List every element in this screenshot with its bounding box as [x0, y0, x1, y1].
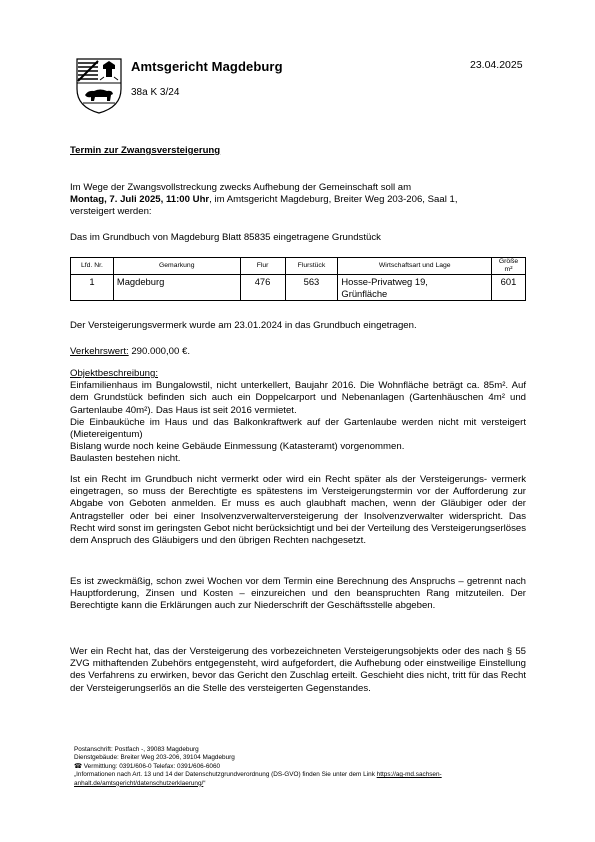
- intro-line-1: Im Wege der Zwangsvollstreckung zwecks Aufhebung der Gemeinschaft soll am: [70, 182, 412, 193]
- intro-location: , im Amtsgericht Magdeburg, Breiter Weg 203-206, Saal 1,: [209, 194, 458, 206]
- description-line: Einfamilienhaus im Bungalowstil, nicht unterkellert, Baujahr 2016. Die Wohnfläche beträgt ca. 85m². Auf dem Grundstück befinden sich auch ein Doppelcarport und Nebenanlagen (Gartenhäuschen 4m² und Gartenlaube 40m²). Das Haus ist seit 2016 vermietet.: [70, 380, 526, 416]
- table-row: [71, 275, 526, 301]
- file-number: 38a K 3/24: [131, 87, 180, 98]
- table-header: Gemarkung: [113, 258, 240, 275]
- description-heading: Objektbeschreibung:: [70, 368, 158, 379]
- cell-groesse: 601: [492, 275, 526, 301]
- table-header: Größe m²: [492, 258, 526, 275]
- description-line: Die Einbauküche im Haus und das Balkonkraftwerk auf der Gartenlaube werden nicht mit versteigert (Mietereigentum): [70, 416, 526, 441]
- footer-building: Dienstgebäude: Breiter Weg 203-206, 39104 Magdeburg: [74, 754, 235, 762]
- market-value-label: Verkehrswert:: [70, 346, 129, 357]
- cell-gemarkung: Magdeburg: [113, 275, 240, 301]
- table-header: Flur: [240, 258, 285, 275]
- opposing-rights-paragraph: Wer ein Recht hat, das der Versteigerung des vorbezeichneten Versteigerungsobjekts oder des nach § 55 ZVG mithaftenden Zubehörs entgegensteht, wird aufgefordert, die Aufhebung oder einstweilige Einstellung des Verfahrens zu erwirken, bevor das Gericht den Zuschlag erteilt. Geschieht dies nicht, tritt für das Recht der Versteigerungserlös an die Stelle des versteigerten Gegenstandes.: [70, 646, 526, 694]
- footer-privacy: [74, 771, 526, 779]
- privacy-link-continued[interactable]: anhalt.de/amtsgericht/datenschutzerklaerung/: [74, 779, 204, 787]
- table-header: Flurstück: [285, 258, 338, 275]
- calculation-paragraph: Es ist zweckmäßig, schon zwei Wochen vor dem Termin eine Berechnung des Anspruchs – getrennt nach Hauptforderung, Zinsen und Kosten – einzureichen und den beanspruchten Rang mitzuteilen. Der Berechtigte kann die Erklärungen auch zur Niederschrift der Geschäftsstelle abgeben.: [70, 576, 526, 612]
- cell-lage: [338, 275, 492, 301]
- property-table: [70, 257, 526, 301]
- vermerk-text: Der Versteigerungsvermerk wurde am 23.01.2024 in das Grundbuch eingetragen.: [70, 320, 417, 331]
- table-header-row: [71, 258, 526, 275]
- table-header: Wirtschaftsart und Lage: [338, 258, 492, 275]
- object-description: [70, 368, 526, 466]
- description-line: Bislang wurde noch keine Gebäude Einmessung (Katasteramt) vorgenommen.: [70, 441, 405, 453]
- table-header: Lfd. Nr.: [71, 258, 114, 275]
- lage-line-2: Grünfläche: [341, 287, 388, 299]
- footer: [74, 746, 526, 788]
- privacy-link[interactable]: https://ag-md.sachsen-: [376, 771, 442, 779]
- footer-privacy-end: “: [203, 779, 206, 787]
- intro-paragraph: [70, 182, 526, 219]
- footer-privacy-2: [74, 780, 526, 788]
- coat-of-arms-icon: [74, 57, 124, 115]
- notice-title: Termin zur Zwangsversteigerung: [70, 145, 221, 156]
- cell-flurstueck: 563: [285, 275, 338, 301]
- footer-postal: Postanschrift: Postfach -, 39083 Magdeburg: [74, 746, 199, 753]
- rights-paragraph: Ist ein Recht im Grundbuch nicht vermerkt oder wird ein Recht später als der Versteigerungs- vermerk eingetragen, so muss der Berechtigte es spätestens im Versteigerungstermin vor der Aufforderung zur Abgabe von Geboten anmelden. Er muss es auch glaubhaft machen, wenn der Gläubiger oder der Antragsteller oder bei einer Insolvenzverwalterversteigerung der Insolvenzverwalter widerspricht. Das Recht wird sonst im geringsten Gebot nicht berücksichtigt und bei der Verteilung des Versteigerungserlöses dem Anspruch des Gläubigers und den übrigen Rechten nachgesetzt.: [70, 474, 526, 547]
- auction-date: Montag, 7. Juli 2025, 11:00 Uhr: [70, 194, 210, 206]
- lage-line-1: Hosse-Privatweg 19,: [341, 276, 428, 287]
- footer-privacy-text: „Informationen nach Art. 13 und 14 der Datenschutzgrundverordnung (DS-GVO) finden Sie unter dem Link: [74, 771, 377, 779]
- intro-line-3: versteigert werden:: [70, 206, 152, 218]
- description-line: Baulasten bestehen nicht.: [70, 453, 181, 465]
- cell-nr: 1: [71, 275, 114, 301]
- footer-phone: ☎ Vermittlung: 0391/606-0 Telefax: 0391/606-6060: [74, 762, 221, 770]
- market-value-amount: 290.000,00 €.: [128, 346, 191, 357]
- market-value: [70, 346, 526, 358]
- document-date: 23.04.2025: [470, 59, 523, 71]
- court-name: Amtsgericht Magdeburg: [131, 59, 283, 74]
- cell-flur: 476: [240, 275, 285, 301]
- register-line: Das im Grundbuch von Magdeburg Blatt 85835 eingetragene Grundstück: [70, 232, 381, 243]
